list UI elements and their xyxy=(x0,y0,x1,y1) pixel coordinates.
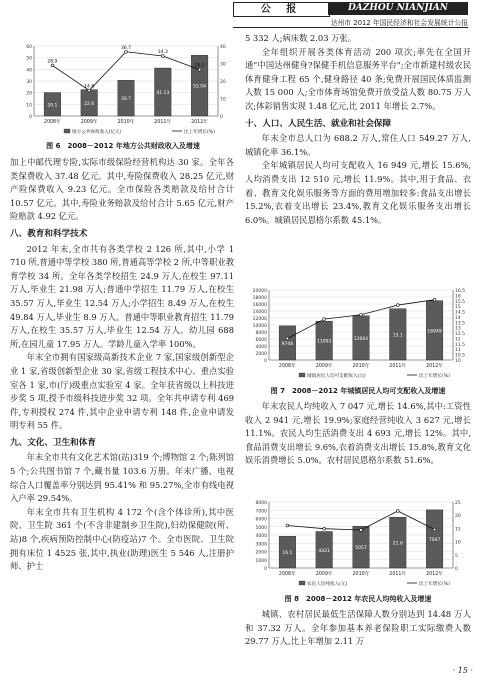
growth-point xyxy=(323,527,326,530)
growth-point xyxy=(360,529,363,532)
growth-point xyxy=(433,298,436,301)
y-tick-label: 7000 xyxy=(255,509,267,515)
y2-tick-label: 12 xyxy=(455,337,461,343)
chart-svg xyxy=(10,40,236,140)
y2-tick-label: 13 xyxy=(455,326,461,332)
y-tick-label: 0 xyxy=(29,115,32,120)
y2-tick-label: 0 xyxy=(455,567,458,572)
y-tick-label: 10000 xyxy=(252,324,267,329)
paragraph: 年末全市拥有国家级高新技术企业 7 家,国家级创新型企业 1 家,省级创新型企业 30 家,省级工程技术中心、重点实验室各 1 家,市(厅)级重点实验室 4 家。全年获省级以上科技进步奖 5 项,授予市级科技进步奖 32 项。全年共申请专利 469 件,专利授权 274 件,其中企业申请专利 148 件,企业申请发明专利 55 件。 xyxy=(10,352,234,431)
y-tick-label: 0 xyxy=(264,359,267,364)
chart-svg xyxy=(245,496,471,592)
y-tick-label: 10 xyxy=(26,103,32,109)
y2-tick-label: 16 xyxy=(455,294,461,300)
y2-tick-label: 14 xyxy=(455,315,461,321)
fig7-caption: 图 7 2008－2012 年城镇居民人均可支配收入及增速 xyxy=(270,387,446,395)
x-tick-label: 2010年 xyxy=(352,572,370,577)
fig6-caption: 图 6 2008－2012 年地方公共财政收入及增速 xyxy=(46,142,200,150)
left-column xyxy=(10,156,234,574)
bar-value-label: 4421 xyxy=(318,548,330,554)
y-tick-label: 8000 xyxy=(255,501,267,506)
bar-value-label: 12664 xyxy=(353,336,369,342)
paragraph: 城镇、农村居民最低生活保障人数分别达到 14.48 万人和 37.32 万人。全年参加基本养老保险职工实际缴费人数 29.77 万人,比上年增加 2.11 万 xyxy=(245,609,471,647)
paragraph: 全年组织开展各类体育活动 200 项次;率先在全国开通"中国达州健身?保健手机信息服务平台";全市新建村级农民体育健身工程 65 个,健身路径 40 条;免费开展国民体质监测人数 15 000 人;全市体育场馆免费开放受益人数 80.75 万人次;体彩销售实现 1.48 亿元,比 2011 年增长 2.7%。 xyxy=(245,46,471,111)
right-column-bottom xyxy=(245,608,471,649)
legend-label: 城镇居民人均可支配收入(元) xyxy=(307,374,366,379)
y-tick-label: 18000 xyxy=(252,296,267,301)
growth-point xyxy=(125,50,128,53)
y-tick-label: 12000 xyxy=(252,317,267,322)
y-tick-label: 4000 xyxy=(255,345,267,350)
y-tick-label: 16000 xyxy=(252,303,267,308)
bar-value-label: 11093 xyxy=(317,339,332,345)
x-tick-label: 2012年 xyxy=(426,364,444,369)
chart-fig8 xyxy=(245,496,471,592)
y-tick-label: 0 xyxy=(264,567,267,572)
x-tick-label: 2012年 xyxy=(191,120,209,125)
y2-tick-label: 20 xyxy=(455,514,461,520)
y-tick-label: 14000 xyxy=(252,310,267,315)
y2-tick-label: 13.5 xyxy=(455,321,466,327)
chart-fig6 xyxy=(10,40,236,140)
legend-label: 地方公共财政收入(亿元) xyxy=(72,130,122,135)
page-header xyxy=(0,0,489,30)
growth-point xyxy=(360,313,363,316)
y2-tick-label: 11 xyxy=(455,348,461,354)
right-column-top xyxy=(245,32,471,227)
legend-label: 比上年增长(%) xyxy=(419,582,450,587)
growth-label: 28.9 xyxy=(47,59,58,65)
x-tick-label: 2008年 xyxy=(43,120,61,125)
growth-label: 36.7 xyxy=(120,45,132,51)
y2-tick-label: 10 xyxy=(455,359,461,364)
bar-value-label: 20.1 xyxy=(47,103,58,109)
y-tick-label: 1000 xyxy=(255,558,267,564)
growth-point xyxy=(88,89,91,92)
y2-tick-label: 20 xyxy=(220,80,226,85)
y2-tick-label: 30 xyxy=(220,62,226,68)
legend-swatch-bar xyxy=(64,129,70,133)
paragraph: 5 332 人;病床数 2.03 万张。 xyxy=(245,33,357,43)
bar-value-label: 15.1 xyxy=(392,333,403,339)
legend-swatch-bar xyxy=(299,581,305,585)
growth-point xyxy=(286,337,289,340)
legend-swatch-bar xyxy=(299,373,305,377)
paragraph: 年末全市总人口为 688.2 万人,常住人口 549.27 万人,城镇化率 36.1%。 xyxy=(245,133,471,157)
growth-point xyxy=(433,528,436,531)
chart-fig7 xyxy=(245,284,471,384)
y2-tick-label: 14.5 xyxy=(455,310,466,316)
y2-tick-label: 10 xyxy=(455,540,461,546)
x-tick-label: 2011年 xyxy=(154,120,172,125)
bar-value-label: 21.6 xyxy=(392,541,403,547)
growth-point xyxy=(396,304,399,307)
growth-point xyxy=(286,524,289,527)
page-number: · 15 · xyxy=(452,666,473,675)
bar-value-label: 16.1 xyxy=(282,551,293,557)
y2-tick-label: 5 xyxy=(455,553,458,559)
section-label: 公 报 xyxy=(233,2,330,17)
paragraph: 年末全市共有卫生机构 4 172 个(含个体诊所),其中医院、卫生院 361 个(不含非建制乡卫生院),妇幼保健院(所、站)8 个,疾病预防控制中心(防疫站)7 个。全市医院、卫生院拥有床位 1 4525 张,其中,执业(助理)医生 5 546 人,注册护师、护士 xyxy=(10,506,234,572)
x-tick-label: 2011年 xyxy=(389,364,407,369)
bar-value-label: 30.7 xyxy=(120,97,132,103)
legend-label: 比上年增长(%) xyxy=(184,130,215,135)
y-tick-label: 3000 xyxy=(255,542,267,548)
y2-tick-label: 16.5 xyxy=(455,289,466,294)
x-tick-label: 2009年 xyxy=(80,120,98,125)
y2-tick-label: 10.5 xyxy=(455,353,466,359)
paragraph: 2012 年末,全市共有各类学校 2 126 所,其中,小学 1 710 所,普通中等学校 380 所,普通高等学校 2 所,中等职业教育学校 34 所。全年各类学校招生 24.9 万人,在校生 97.11 万人,毕业生 21.98 万人;普通中学招生 11.79 万人,在校生 35.57 万人,毕业生 12.54 万人;小学招生 8.49 万人,在校生 49.84 万人,毕业生 8.9 万人。普通中等职业教育招生 11.79 万人,在校生 35.57 万人,毕业生 12.54 万人。幼儿园 688 所,在园儿童 17.95 万人。学龄儿童入学率 100%。 xyxy=(10,243,234,349)
y-tick-label: 5000 xyxy=(255,525,267,531)
y-tick-label: 30 xyxy=(26,80,32,85)
bar-value-label: 9748 xyxy=(281,341,294,347)
section-heading: 九、文化、卫生和体育 xyxy=(10,437,96,448)
header-subtitle: 达州市 2012 年国民经济和社会发展统计公报 xyxy=(330,19,468,27)
growth-point xyxy=(51,64,54,67)
x-tick-label: 2009年 xyxy=(315,364,333,369)
chart-svg xyxy=(245,284,471,384)
bar-value-label: 22.6 xyxy=(84,101,95,107)
bar-value-label: 7047 xyxy=(428,537,441,543)
right-column-mid xyxy=(245,400,471,468)
y2-tick-label: 0 xyxy=(220,115,223,120)
paragraph: 年末全市共有文化艺术馆(站)319 个;博物馆 2 个;陈列馆 5 个;公共图书馆 7 个,藏书量 103.6 万册。年末广播、电视综合人口覆盖率分别达到 95.41% 和 95.27%,全市有线电视入户率 29.54%。 xyxy=(10,452,234,504)
y-tick-label: 2000 xyxy=(255,550,267,556)
x-tick-label: 2012年 xyxy=(426,572,444,577)
x-tick-label: 2010年 xyxy=(117,120,135,125)
header-rule xyxy=(233,27,468,28)
y-tick-label: 8000 xyxy=(255,331,267,336)
y-tick-label: 50 xyxy=(26,56,32,62)
section-heading: 十、人口、人民生活、就业和社会保障 xyxy=(245,118,392,129)
y2-tick-label: 12.5 xyxy=(455,332,466,338)
y2-tick-label: 15 xyxy=(455,527,461,533)
bar-value-label: 52.04 xyxy=(193,84,207,90)
section-heading: 八、教育和科学技术 xyxy=(10,228,88,239)
paragraph: 全年城镇居民人均可支配收入 16 949 元,增长 15.6%,人均消费支出 12 510 元,增长 11.9%。其中,用于食品、衣着、教育文化娱乐服务等方面的费用增加较多:食品支出增长 15.2%,衣着支出增长 23.4%,教育文化娱乐服务支出增长 6.0%。城镇居民恩格尔系数 45.1%。 xyxy=(245,160,471,225)
x-tick-label: 2011年 xyxy=(389,572,407,577)
bar-value-label: 41.13 xyxy=(156,91,170,97)
y-tick-label: 20000 xyxy=(252,289,267,294)
paragraph: 年末农民人均纯收入 7 047 元,增长 14.6%,其中:工资性收入 2 941 元,增长 19.9%;家庭经营纯收入 3 627 元,增长 11.1%。农民人均生活消费支出 4 693 元,增长 12%。其中,食品消费支出增长 9.6%,衣着消费支出增长 15.8%,教育文化娱乐消费增长 5.0%。农村居民恩格尔系数 51.6%。 xyxy=(245,401,471,466)
y-tick-label: 4000 xyxy=(255,534,267,539)
growth-label: 26.5 xyxy=(194,63,205,69)
y2-tick-label: 40 xyxy=(220,45,226,50)
growth-label: 14.6 xyxy=(84,84,95,90)
x-tick-label: 2009年 xyxy=(315,572,333,577)
y-tick-label: 60 xyxy=(26,45,32,50)
y-tick-label: 2000 xyxy=(255,352,267,357)
y-tick-label: 20 xyxy=(26,91,32,97)
growth-label: 34.3 xyxy=(157,49,168,55)
y2-tick-label: 15.5 xyxy=(455,299,466,305)
x-tick-label: 2008年 xyxy=(278,364,296,369)
y-tick-label: 40 xyxy=(26,68,32,74)
growth-point xyxy=(198,68,201,71)
legend-label: 比上年增长(%) xyxy=(419,374,450,379)
x-tick-label: 2010年 xyxy=(352,364,370,369)
paragraph: 加上中邮代理专险,实际市级保险经营机构达 30 家。全年各类保费收入 37.48 亿元。其中,寿险保费收入 28.25 亿元,财产险保费收入 9.23 亿元。全市保险各类赔款及给付合计 10.57 亿元。其中,寿险业务赔款及给付合计 5.65 亿元,财产险赔款 4.92 亿元。 xyxy=(10,157,234,222)
journal-name: DAZHOU NIANJIAN xyxy=(328,2,468,15)
legend-label: 农民人均纯收入(元) xyxy=(307,582,348,587)
y2-tick-label: 25 xyxy=(455,501,461,506)
y-tick-label: 6000 xyxy=(255,517,267,523)
y2-tick-label: 11.5 xyxy=(455,342,466,348)
growth-point xyxy=(323,318,326,321)
y-tick-label: 6000 xyxy=(255,338,267,343)
y2-tick-label: 15 xyxy=(455,305,461,311)
fig8-caption: 图 8 2008－2012 年农民人均纯收入及增速 xyxy=(284,595,432,603)
bar-value-label: 16949 xyxy=(427,329,442,335)
growth-point xyxy=(396,510,399,513)
bar-value-label: 5057 xyxy=(355,546,367,552)
x-tick-label: 2008年 xyxy=(278,572,296,577)
y2-tick-label: 10 xyxy=(220,97,226,103)
growth-point xyxy=(161,55,164,58)
